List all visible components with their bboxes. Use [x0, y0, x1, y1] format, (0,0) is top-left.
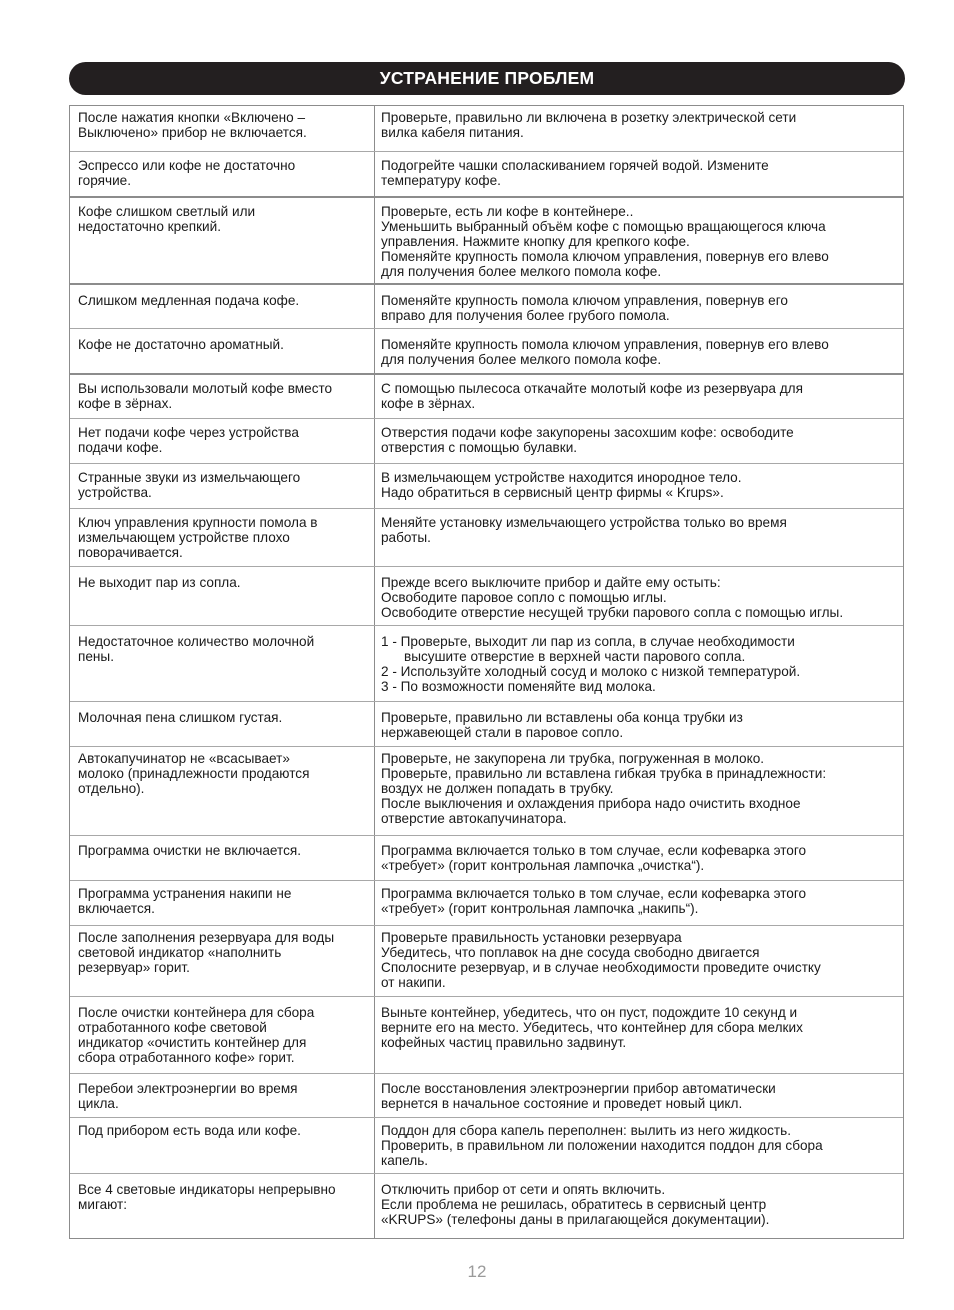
table-row: [70, 925, 903, 996]
solution-text-line: 3 - По возможности поменяйте вид молока.: [381, 679, 656, 694]
problem-text-line: Молочная пена слишком густая.: [78, 710, 283, 725]
problem-text-line: Программа устранения накипи не: [78, 886, 292, 901]
solution-text-line: Проверьте, есть ли кофе в контейнере..: [381, 204, 634, 219]
problem-text-line: включается.: [78, 901, 155, 916]
solution-text-line: нержавеющей стали в паровое сопло.: [381, 725, 624, 740]
problem-text-line: Ключ управления крупности помола в: [78, 515, 318, 530]
problem-text-line: световой индикатор «наполнить: [78, 945, 282, 960]
problem-cell: [70, 926, 375, 996]
problem-text-line: отдельно).: [78, 781, 145, 796]
solution-text-line: для получения более мелкого помола кофе.: [381, 264, 662, 279]
solution-text-line: «KRUPS» (телефоны даны в прилагающейся документации).: [381, 1212, 770, 1227]
solution-text-line: Надо обратиться в сервисный центр фирмы « Krups».: [381, 485, 724, 500]
solution-text-line: После выключения и охлаждения прибора надо очистить входное: [381, 796, 801, 811]
solution-text-line: Меняйте установку измельчающего устройства только во время: [381, 515, 787, 530]
problem-cell: [70, 836, 375, 880]
solution-cell: [375, 509, 903, 566]
solution-cell: [375, 1174, 903, 1238]
problem-text-line: Кофе не достаточно ароматный.: [78, 337, 284, 352]
problem-text-line: После нажатия кнопки «Включено –: [78, 110, 306, 125]
solution-cell: [375, 1118, 903, 1173]
problem-text-line: цикла.: [78, 1096, 119, 1111]
problem-text-line: Слишком медленная подача кофе.: [78, 293, 300, 308]
problem-cell: [70, 509, 375, 566]
table-row: [70, 1173, 903, 1238]
problem-cell: [70, 198, 375, 283]
solution-text-line: кофе в зёрнах.: [381, 396, 476, 411]
problem-cell: [70, 1118, 375, 1173]
problem-cell: [70, 329, 375, 373]
problem-cell: [70, 626, 375, 701]
solution-text-line: Проверьте правильность установки резервуара: [381, 930, 682, 945]
solution-text-line: Проверьте, не закупорена ли трубка, погруженная в молоко.: [381, 751, 765, 766]
problem-text-line: мигают:: [78, 1197, 128, 1212]
problem-cell: [70, 152, 375, 196]
table-row: [70, 701, 903, 746]
solution-cell: [375, 926, 903, 996]
problem-cell: [70, 285, 375, 328]
solution-text-line: С помощью пылесоса откачайте молотый кофе из резервуара для: [381, 381, 803, 396]
problem-text-line: сбора отработанного кофе» горит.: [78, 1050, 295, 1065]
solution-text-line: Отключить прибор от сети и опять включить.: [381, 1182, 666, 1197]
solution-text-line: управления. Нажмите кнопку для крепкого кофе.: [381, 234, 690, 249]
problem-text-line: устройства.: [78, 485, 152, 500]
table-row: [70, 418, 903, 463]
solution-text-line: Программа включается только в том случае, если кофеварка этого: [381, 886, 807, 901]
problem-text-line: Все 4 световые индикаторы непрерывно: [78, 1182, 336, 1197]
problem-text-line: Под прибором есть вода или кофе.: [78, 1123, 301, 1138]
section-title-bar: [69, 62, 905, 95]
problem-text-line: Эспрессо или кофе не достаточно: [78, 158, 296, 173]
solution-text-line: Подогрейте чашки споласкиванием горячей водой. Измените: [381, 158, 769, 173]
problem-text-line: Кофе слишком светлый или: [78, 204, 256, 219]
solution-cell: [375, 464, 903, 508]
solution-cell: [375, 329, 903, 373]
solution-cell: [375, 375, 903, 418]
table-row: [70, 508, 903, 566]
table-row: [70, 328, 903, 373]
solution-text-line: Поддон для сбора капель переполнен: вылить из него жидкость.: [381, 1123, 792, 1138]
solution-cell: [375, 626, 903, 701]
solution-text-line: После восстановления электроэнергии прибор автоматически: [381, 1081, 776, 1096]
solution-text-line: отверстие автокапучинатора.: [381, 811, 567, 826]
solution-text-line: Поменяйте крупность помола ключом управления, повернув его влево: [381, 249, 829, 264]
solution-cell: [375, 152, 903, 196]
solution-text-line: «требует» (горит контрольная лампочка „очистка“).: [381, 858, 705, 873]
solution-text-line: температуру кофе.: [381, 173, 501, 188]
solution-text-line: Выньте контейнер, убедитесь, что он пуст, подождите 10 секунд и: [381, 1005, 798, 1020]
solution-text-line: Освободите отверстие несущей трубки парового сопла с помощью иглы.: [381, 605, 844, 620]
solution-text-line: Поменяйте крупность помола ключом управления, повернув его влево: [381, 337, 829, 352]
solution-cell: [375, 836, 903, 880]
solution-cell: [375, 881, 903, 925]
page-number: 12: [467, 1262, 487, 1281]
solution-cell: [375, 567, 903, 625]
solution-cell: [375, 1074, 903, 1117]
table-row: [70, 880, 903, 925]
problem-text-line: Программа очистки не включается.: [78, 843, 302, 858]
table-row: [70, 196, 903, 283]
problem-text-line: поворачивается.: [78, 545, 183, 560]
problem-text-line: горячие.: [78, 173, 132, 188]
problem-text-line: резервуар» горит.: [78, 960, 190, 975]
solution-text-line: 2 - Используйте холодный сосуд и молоко с низкой температурой.: [381, 664, 801, 679]
solution-cell: [375, 997, 903, 1073]
table-row: [70, 835, 903, 880]
problem-text-line: пены.: [78, 649, 114, 664]
problem-text-line: Не выходит пар из сопла.: [78, 575, 241, 590]
table-row: [70, 283, 903, 328]
solution-text-line: Сполосните резервуар, и в случае необходимости проведите очистку: [381, 960, 821, 975]
table-row: [70, 996, 903, 1073]
problem-cell: [70, 747, 375, 835]
problem-text-line: Недостаточное количество молочной: [78, 634, 315, 649]
solution-text-line: Проверьте, правильно ли вставлены оба конца трубки из: [381, 710, 743, 725]
solution-cell: [375, 702, 903, 746]
solution-text-line: высушите отверстие в верхней части парового сопла.: [404, 649, 746, 664]
table-row: [70, 463, 903, 508]
problem-cell: [70, 567, 375, 625]
page-title: УСТРАНЕНИЕ ПРОБЛЕМ: [379, 68, 595, 88]
problem-text-line: Выключено» прибор не включается.: [78, 125, 307, 140]
table-row: [70, 373, 903, 418]
solution-cell: [375, 106, 903, 151]
solution-text-line: капель.: [381, 1153, 429, 1168]
solution-text-line: отверстия с помощью булавки.: [381, 440, 578, 455]
problem-text-line: После очистки контейнера для сбора: [78, 1005, 315, 1020]
problem-cell: [70, 375, 375, 418]
table-row: [70, 746, 903, 835]
problem-text-line: Перебои электроэнергии во время: [78, 1081, 298, 1096]
table-row: [70, 625, 903, 701]
problem-cell: [70, 106, 375, 151]
problem-cell: [70, 1174, 375, 1238]
solution-text-line: Программа включается только в том случае, если кофеварка этого: [381, 843, 807, 858]
solution-text-line: воздух не должен попадать в трубку.: [381, 781, 614, 796]
problem-text-line: подачи кофе.: [78, 440, 163, 455]
table-row: [70, 106, 903, 151]
table-row: [70, 151, 903, 196]
problem-text-line: индикатор «очистить контейнер для: [78, 1035, 307, 1050]
solution-cell: [375, 747, 903, 835]
solution-cell: [375, 285, 903, 328]
solution-text-line: вилка кабеля питания.: [381, 125, 524, 140]
solution-text-line: 1 - Проверьте, выходит ли пар из сопла, в случае необходимости: [381, 634, 795, 649]
problem-text-line: Вы использовали молотый кофе вместо: [78, 381, 333, 396]
problem-text-line: молоко (принадлежности продаются: [78, 766, 310, 781]
problem-cell: [70, 997, 375, 1073]
problem-text-line: отработанного кофе световой: [78, 1020, 267, 1035]
table-row: [70, 1117, 903, 1173]
problem-text-line: кофе в зёрнах.: [78, 396, 173, 411]
problem-cell: [70, 1074, 375, 1117]
problem-text-line: измельчающем устройстве плохо: [78, 530, 290, 545]
solution-text-line: В измельчающем устройстве находится инородное тело.: [381, 470, 742, 485]
problem-cell: [70, 881, 375, 925]
solution-text-line: кофейных частиц правильно задвинут.: [381, 1035, 627, 1050]
solution-text-line: Прежде всего выключите прибор и дайте ему остыть:: [381, 575, 721, 590]
solution-text-line: от накипи.: [381, 975, 446, 990]
problem-text-line: После заполнения резервуара для воды: [78, 930, 335, 945]
troubleshooting-table: [69, 105, 904, 1239]
problem-text-line: недостаточно крепкий.: [78, 219, 221, 234]
table-row: [70, 1073, 903, 1117]
problem-cell: [70, 702, 375, 746]
table-row: [70, 566, 903, 625]
solution-text-line: «требует» (горит контрольная лампочка „накипь“).: [381, 901, 699, 916]
solution-text-line: Проверьте, правильно ли вставлена гибкая трубка в принадлежности:: [381, 766, 827, 781]
problem-cell: [70, 464, 375, 508]
problem-text-line: Автокапучинатор не «всасывает»: [78, 751, 290, 766]
solution-text-line: работы.: [381, 530, 431, 545]
problem-text-line: Нет подачи кофе через устройства: [78, 425, 299, 440]
solution-text-line: вправо для получения более грубого помола.: [381, 308, 670, 323]
solution-text-line: Поменяйте крупность помола ключом управления, повернув его: [381, 293, 788, 308]
solution-text-line: Уменьшить выбранный объём кофе с помощью вращающегося ключа: [381, 219, 826, 234]
solution-cell: [375, 198, 903, 283]
solution-text-line: верните его на место. Убедитесь, что контейнер для сбора мелких: [381, 1020, 803, 1035]
solution-text-line: Если проблема не решилась, обратитесь в сервисный центр: [381, 1197, 767, 1212]
solution-text-line: Освободите паровое сопло с помощью иглы.: [381, 590, 667, 605]
solution-text-line: вернется в начальное состояние и проведет новый цикл.: [381, 1096, 743, 1111]
solution-text-line: Проверьте, правильно ли включена в розетку электрической сети: [381, 110, 797, 125]
solution-text-line: Убедитесь, что поплавок на дне сосуда свободно двигается: [381, 945, 760, 960]
problem-cell: [70, 419, 375, 463]
problem-text-line: Странные звуки из измельчающего: [78, 470, 301, 485]
solution-cell: [375, 419, 903, 463]
solution-text-line: Проверить, в правильном ли положении находится поддон для сбора: [381, 1138, 823, 1153]
solution-text-line: Отверстия подачи кофе закупорены засохшим кофе: освободите: [381, 425, 794, 440]
solution-text-line: для получения более мелкого помола кофе.: [381, 352, 662, 367]
